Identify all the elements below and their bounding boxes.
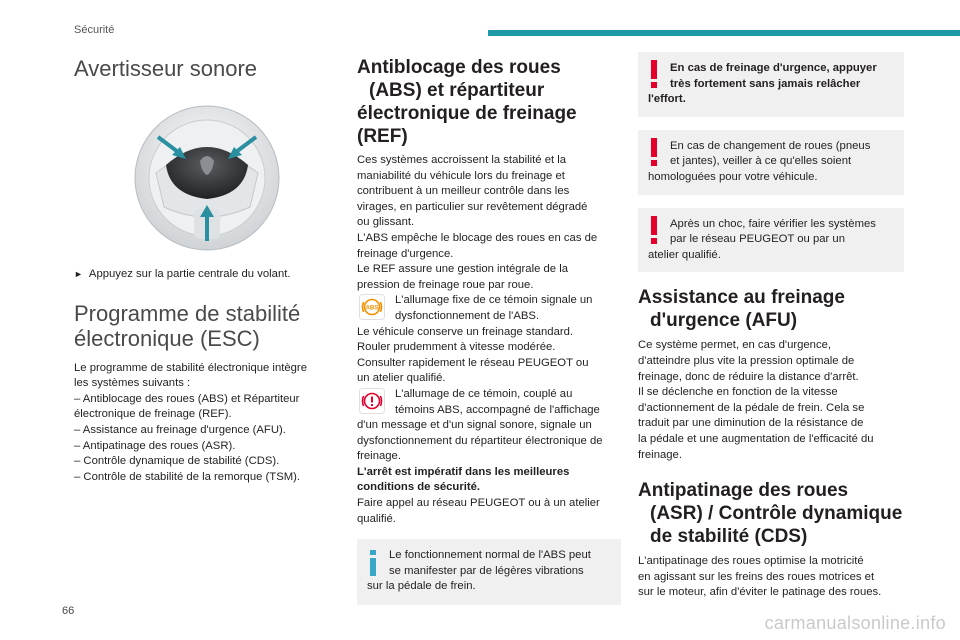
abs-title: Antiblocage des roues (ABS) et répartiteur électronique de freinage (REF) bbox=[357, 57, 577, 147]
abs-description: Ces systèmes accroissent la stabilité et la maniabilité du véhicule lors du freinage et contribuent à un meilleur contrôle dans les virages, en particulier sur revêtement dégradé ou glissant. L'ABS empêche le blocage des roues en cas de freinage d'urgence. Le REF assure une gestion intégrale de la pression de freinage roue par roue. bbox=[357, 154, 598, 291]
brake-lamp-note: L'allumage de ce témoin, couplé au témoins ABS, accompagné de l'affichage bbox=[357, 387, 621, 418]
svg-text:ABS: ABS bbox=[365, 304, 379, 312]
abs-lamp-advice: Le véhicule conserve un freinage standard. Rouler prudemment à vitesse modérée. Consulter rapidement le réseau PEUGEOT ou un atelier qualifié. bbox=[357, 325, 589, 385]
horn-title: Avertisseur sonore bbox=[74, 56, 258, 81]
list-item: – Assistance au freinage d'urgence (AFU). bbox=[74, 423, 286, 436]
steering-wheel-illustration bbox=[132, 103, 282, 253]
exclamation-icon bbox=[648, 216, 660, 244]
esc-title: Programme de stabilité électronique (ESC) bbox=[74, 300, 301, 351]
abs-lamp-note: ABS L'allumage fixe de ce témoin signale un dysfonctionnement de l'ABS. bbox=[357, 293, 621, 324]
horn-instruction: ► Appuyez sur la partie centrale du volant. bbox=[74, 268, 291, 280]
column-right bbox=[638, 52, 904, 601]
list-item: – Antiblocage des roues (ABS) et Répartiteur bbox=[74, 392, 300, 405]
asr-title: Antipatinage des roues (ASR) / Contrôle dynamique de stabilité (CDS) bbox=[638, 480, 903, 548]
esc-intro: Le programme de stabilité électronique intègre les systèmes suivants : – Antiblocage des roues (ABS) et Répartiteur électronique de freinage (REF). – Assistance au freinage d'urgence (AFU). – Antipatinage des roues (ASR). – Contrôle dynamique de stabilité (CDS). – Contrôle de stabilité de la remorque (TSM). bbox=[74, 361, 332, 486]
list-item: – Antipatinage des roues (ASR). bbox=[74, 439, 236, 452]
header-accent-bar bbox=[488, 30, 960, 36]
exclamation-icon bbox=[648, 60, 660, 88]
warning-box-emergency-braking: En cas de freinage d'urgence, appuyer très fortement sans jamais relâcher l'effort. bbox=[638, 52, 904, 117]
abs-info-box: Le fonctionnement normal de l'ABS peut se manifester par de légères vibrations sur la pédale de frein. bbox=[357, 539, 621, 605]
brake-lamp-description: d'un message et d'un signal sonore, signale un dysfonctionnement du répartiteur électronique de freinage. L'arrêt est impératif dans les meilleures conditions de sécurité. Faire appel au réseau PEUGEOT ou à un atelier qualifié. bbox=[357, 419, 603, 525]
list-item: – Contrôle dynamique de stabilité (CDS). bbox=[74, 455, 280, 468]
list-item: – Contrôle de stabilité de la remorque (TSM). bbox=[74, 470, 301, 483]
watermark: carmanualsonline.info bbox=[764, 613, 946, 633]
column-middle bbox=[357, 52, 621, 605]
column-left bbox=[74, 52, 332, 485]
asr-description: L'antipatinage des roues optimise la motricité en agissant sur les freins des roues motrices et sur le moteur, afin d'éviter le patinage des roues. bbox=[638, 555, 882, 599]
info-icon bbox=[367, 550, 379, 576]
warning-box-wheel-change: En cas de changement de roues (pneus et jantes), veiller à ce qu'elles soient homologuées pour votre véhicule. bbox=[638, 130, 904, 195]
afu-description: Ce système permet, en cas d'urgence, d'atteindre plus vite la pression optimale de freinage, donc de réduire la distance d'arrêt. Il se déclenche en fonction de la vitesse d'actionnement de la pédale de frein. Cela se traduit par une diminution de la résistance de la pédale et une augmentation de l'efficacité du freinage. bbox=[638, 339, 874, 461]
exclamation-icon bbox=[648, 138, 660, 166]
section-header: Sécurité bbox=[74, 24, 115, 36]
brake-warning-lamp-icon bbox=[359, 388, 385, 414]
list-item: électronique de freinage (REF). bbox=[74, 408, 232, 421]
page-number: 66 bbox=[62, 605, 75, 617]
abs-warning-lamp-icon bbox=[359, 294, 385, 320]
warning-box-after-impact: Après un choc, faire vérifier les systèmes par le réseau PEUGEOT ou par un atelier qualifié. bbox=[638, 208, 904, 273]
bullet-arrow-icon: ► bbox=[74, 269, 83, 279]
afu-title: Assistance au freinage d'urgence (AFU) bbox=[638, 287, 845, 332]
